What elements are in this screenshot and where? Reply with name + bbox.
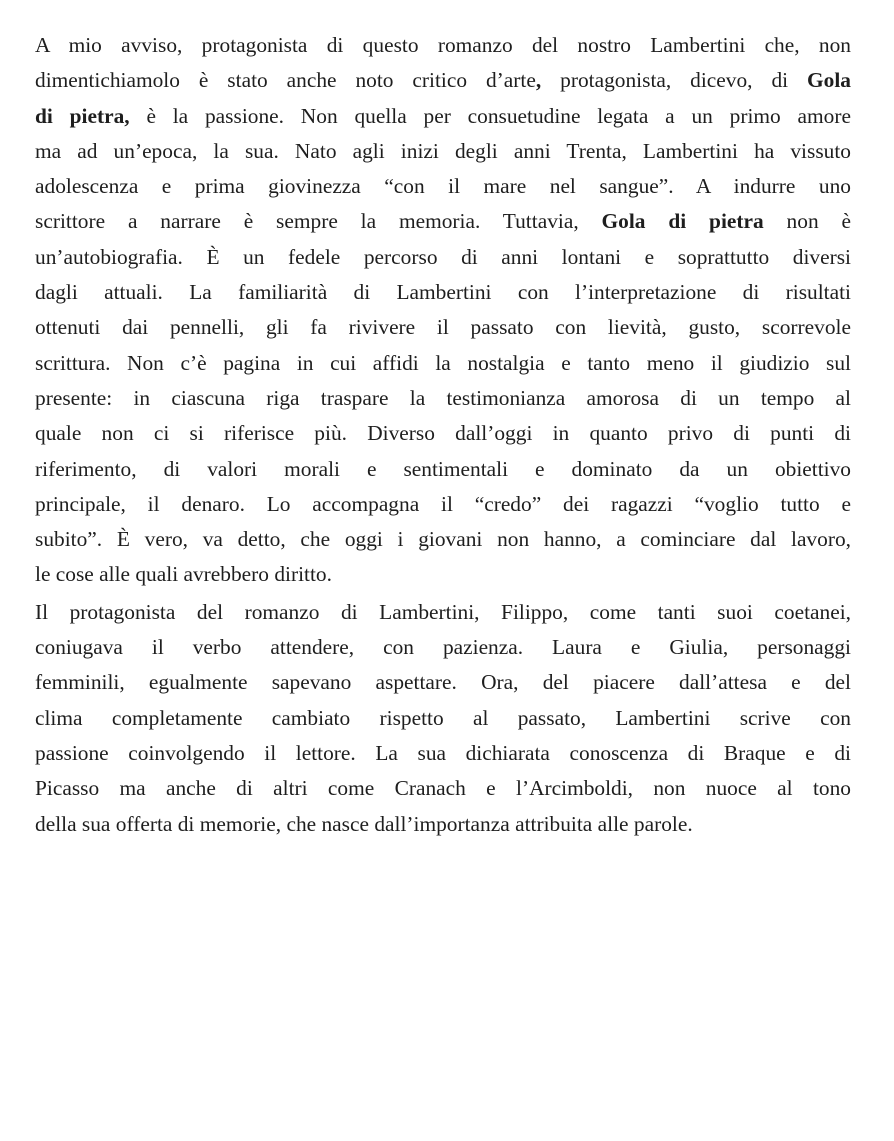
text-segment: presente: in ciascuna riga traspare la testimonianza amorosa di un tempo al <box>35 385 851 410</box>
text-segment: passione coinvolgendo il lettore. La sua dichiarata conoscenza di Braque e di <box>35 740 851 765</box>
text-line <box>35 665 851 700</box>
text-line <box>35 701 851 736</box>
text-line <box>35 275 851 310</box>
text-segment: femminili, egualmente sapevano aspettare. Ora, del piacere dall’attesa e del <box>35 670 851 695</box>
bold-text: Gola di pietra <box>601 209 764 234</box>
text-segment: Il protagonista del romanzo di Lambertini, Filippo, come tanti suoi coetanei, <box>35 599 851 624</box>
text-line <box>35 452 851 487</box>
bold-text: , <box>535 68 542 93</box>
text-segment: principale, il denaro. Lo accompagna il “credo” dei ragazzi “voglio tutto e <box>35 491 851 516</box>
text-line <box>35 240 851 275</box>
text-segment: dagli attuali. La familiarità di Lambertini con l’interpretazione di risultati <box>35 280 851 305</box>
text-segment: della sua offerta di memorie, che nasce dall’importanza attribuita alle parole. <box>35 811 693 836</box>
text-line <box>35 346 851 381</box>
text-segment: subito”. È vero, va detto, che oggi i giovani non hanno, a cominciare dal lavoro, <box>35 527 851 552</box>
text-line <box>35 204 851 239</box>
text-segment: clima completamente cambiato rispetto al passato, Lambertini scrive con <box>35 705 851 730</box>
bold-text: Gola <box>807 68 852 93</box>
paragraph-1 <box>35 28 851 593</box>
bold-text: di pietra, <box>35 103 130 128</box>
text-segment: scrittura. Non c’è pagina in cui affidi la nostalgia e tanto meno il giudizio sul <box>35 350 851 375</box>
text-segment: ottenuti dai pennelli, gli fa rivivere il passato con lievità, gusto, scorrevole <box>35 315 851 340</box>
text-segment: ma ad un’epoca, la sua. Nato agli inizi degli anni Trenta, Lambertini ha vissuto <box>35 138 851 163</box>
text-line <box>35 630 851 665</box>
text-line <box>35 99 851 134</box>
text-line <box>35 807 851 842</box>
text-segment: dimentichiamolo è stato anche noto critico d’arte <box>35 68 536 93</box>
text-segment: è la passione. Non quella per consuetudine legata a un primo amore <box>129 103 851 128</box>
text-segment: scrittore a narrare è sempre la memoria. Tuttavia, <box>35 209 602 234</box>
text-line <box>35 522 851 557</box>
text-segment: Picasso ma anche di altri come Cranach e l’Arcimboldi, non nuoce al tono <box>35 776 851 801</box>
paragraph-2 <box>35 595 851 842</box>
text-line <box>35 557 851 592</box>
text-line <box>35 63 851 98</box>
text-line <box>35 487 851 522</box>
text-line <box>35 169 851 204</box>
text-segment: A mio avviso, protagonista di questo romanzo del nostro Lambertini che, non <box>35 33 851 57</box>
text-segment: adolescenza e prima giovinezza “con il mare nel sangue”. A indurre uno <box>35 174 851 199</box>
text-line <box>35 134 851 169</box>
text-line <box>35 381 851 416</box>
text-segment: coniugava il verbo attendere, con pazienza. Laura e Giulia, personaggi <box>35 635 851 660</box>
text-segment: riferimento, di valori morali e sentimentali e dominato da un obiettivo <box>35 456 851 481</box>
text-line <box>35 771 851 806</box>
text-segment: protagonista, dicevo, di <box>541 68 808 93</box>
text-line <box>35 416 851 451</box>
text-segment: un’autobiografia. È un fedele percorso di anni lontani e soprattutto diversi <box>35 244 851 269</box>
text-line <box>35 310 851 345</box>
text-segment: le cose alle quali avrebbero diritto. <box>35 562 332 587</box>
text-line <box>35 595 851 630</box>
text-line <box>35 28 851 63</box>
text-segment: quale non ci si riferisce più. Diverso dall’oggi in quanto privo di punti di <box>35 421 851 446</box>
text-line <box>35 736 851 771</box>
document-body <box>35 28 851 842</box>
text-segment: non è <box>763 209 851 234</box>
